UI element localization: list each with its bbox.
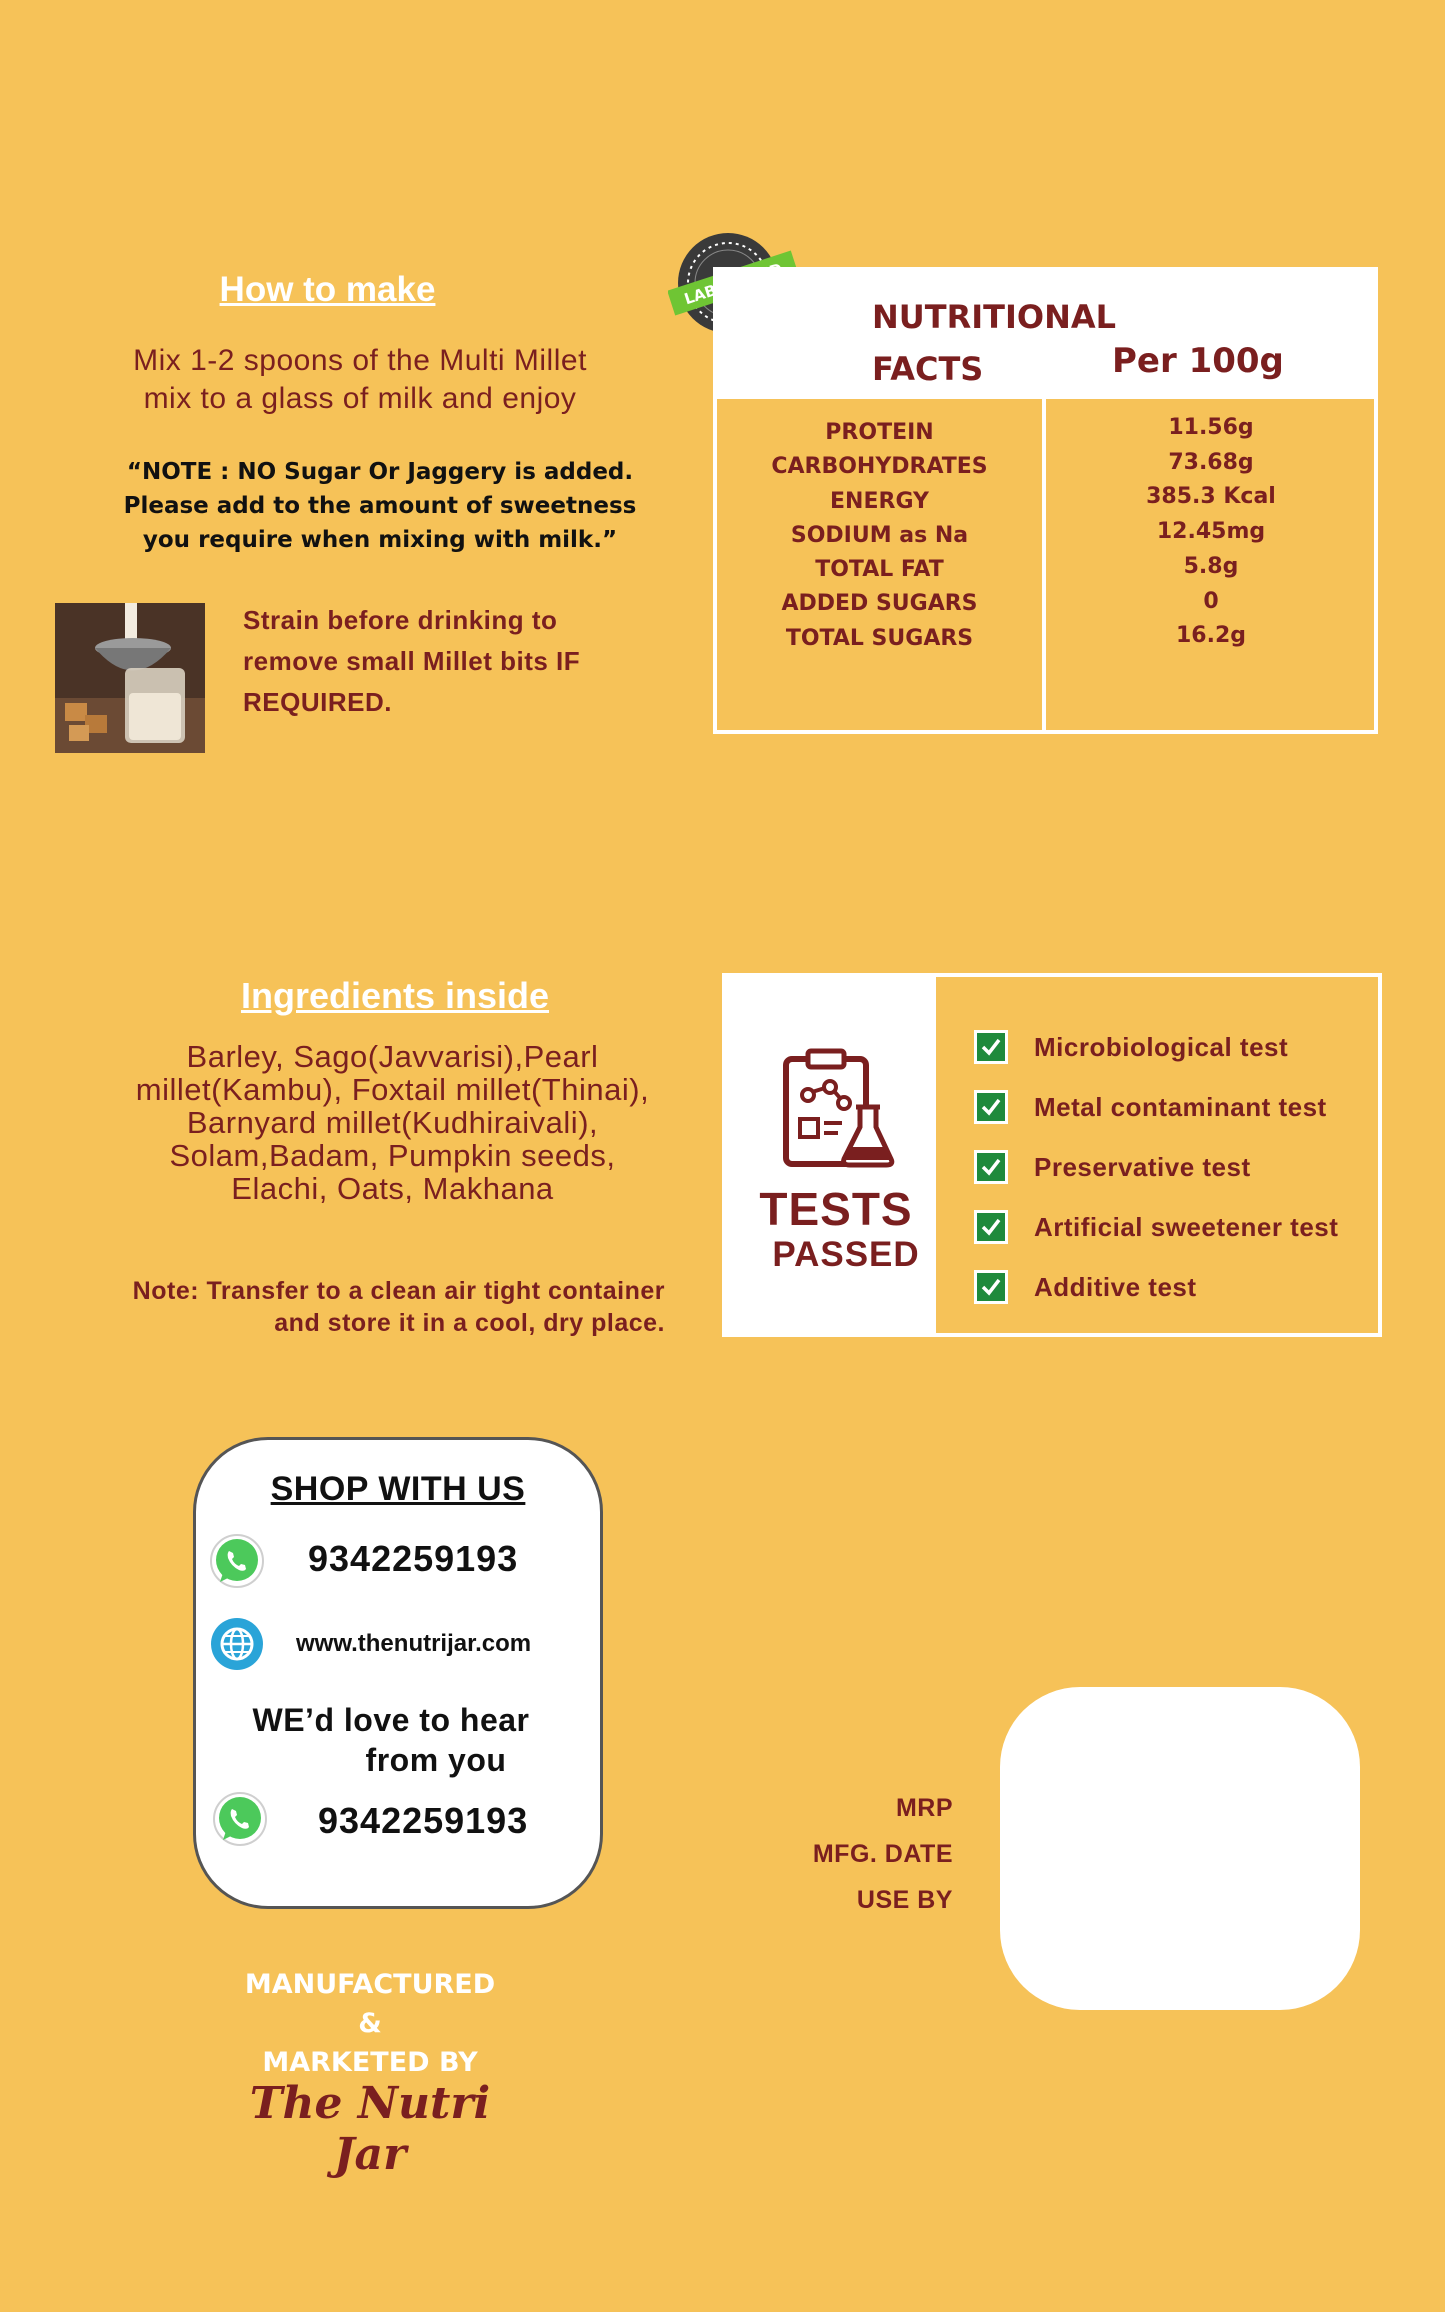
ingredient-line: Solam,Badam, Pumpkin seeds, (169, 1138, 616, 1173)
list-item (974, 1197, 1338, 1257)
test-label: Additive test (1034, 1271, 1197, 1302)
note-line: you require when mixing with milk.” (142, 527, 618, 553)
instruction-line: Mix 1-2 spoons of the Multi Millet (133, 344, 587, 377)
instruction-line: mix to a glass of milk and enjoy (143, 382, 577, 415)
test-list (974, 1017, 1338, 1317)
checkbox-checked-icon (974, 1210, 1008, 1244)
ingredient-line: Elachi, Oats, Makhana (231, 1171, 554, 1206)
nutrient-value: 16.2g (1175, 623, 1247, 649)
strain-line: REQUIRED. (243, 687, 392, 717)
feedback-line: WE’d love to hear (252, 1702, 530, 1738)
badge-text: LAB (682, 281, 719, 309)
how-to-make-instructions (70, 342, 650, 418)
note-line: Please add to the amount of sweetness (123, 493, 637, 519)
storage-line: Note: Transfer to a clean air tight container (132, 1277, 665, 1305)
tests-word: TESTS (759, 1183, 913, 1235)
nutrient-name: TOTAL SUGARS (785, 625, 974, 651)
tests-passed-label-area (726, 977, 936, 1333)
whatsapp-icon (211, 1790, 269, 1848)
nutrient-value: 385.3 Kcal (1146, 484, 1276, 510)
list-item (974, 1137, 1338, 1197)
strain-line: Strain before drinking to (243, 605, 558, 635)
phone-number[interactable]: 9342259193 (318, 1800, 529, 1841)
price-date-blank-box (1000, 1687, 1360, 2010)
nutrient-name: SODIUM as Na (790, 522, 969, 548)
manufacturer-line: MARKETED BY (262, 2047, 478, 2078)
nutrition-title-line: NUTRITIONAL (872, 298, 1117, 336)
checkbox-checked-icon (974, 1090, 1008, 1124)
ingredients-title: Ingredients inside (240, 975, 550, 1016)
ingredient-line: Barnyard millet(Kudhiraivali), (186, 1105, 599, 1140)
nutrient-value: 12.45mg (1156, 519, 1266, 545)
ingredient-line: millet(Kambu), Foxtail millet(Thinai), (135, 1072, 650, 1107)
list-item (974, 1017, 1338, 1077)
test-label: Artificial sweetener test (1034, 1211, 1339, 1242)
feedback-text (226, 1700, 556, 1780)
sugar-note (110, 455, 650, 557)
shop-with-us-card (193, 1437, 603, 1909)
nutrition-title-line: FACTS (872, 350, 984, 388)
checkbox-checked-icon (974, 1150, 1008, 1184)
test-label: Metal contaminant test (1034, 1091, 1327, 1122)
mfg-date-label: MFG. DATE (812, 1840, 953, 1868)
per-100g-label: Per 100g (1112, 341, 1284, 381)
nutrient-value: 73.68g (1168, 449, 1254, 475)
milk-strainer-image (55, 603, 205, 753)
website-link[interactable]: www.thenutrijar.com (296, 1630, 532, 1657)
manufacturer-line: MANUFACTURED (244, 1969, 496, 2000)
brand-logo: The Nutri Jar (249, 2078, 491, 2180)
checkbox-checked-icon (974, 1270, 1008, 1304)
note-line: “NOTE : NO Sugar Or Jaggery is added. (126, 459, 634, 485)
nutrition-header (717, 271, 1374, 399)
shop-title: SHOP WITH US (270, 1470, 526, 1508)
ingredients-list (80, 1040, 705, 1205)
tests-passed-panel (722, 973, 1382, 1337)
storage-note (60, 1275, 665, 1339)
storage-line: and store it in a cool, dry place. (274, 1309, 665, 1337)
checkbox-checked-icon (974, 1030, 1008, 1064)
passed-word: PASSED (772, 1235, 920, 1274)
nutrient-name: ADDED SUGARS (781, 591, 978, 617)
manufacturer-line: & (358, 2008, 382, 2039)
nutrient-value: 5.8g (1183, 553, 1239, 579)
nutrition-facts-table (713, 267, 1378, 734)
nutrient-names (717, 416, 1042, 656)
globe-icon (208, 1615, 266, 1673)
how-to-make-title: How to make (219, 270, 436, 309)
list-item (974, 1257, 1338, 1317)
nutrient-name: TOTAL FAT (815, 557, 944, 583)
list-item (974, 1077, 1338, 1137)
clipboard-flask-icon (778, 1047, 898, 1172)
phone-number[interactable]: 9342259193 (308, 1538, 519, 1579)
use-by-label: USE BY (856, 1886, 953, 1914)
whatsapp-icon (208, 1532, 266, 1590)
nutrient-values (1046, 411, 1376, 654)
nutrient-name: PROTEIN (825, 420, 934, 445)
test-label: Preservative test (1034, 1151, 1251, 1182)
price-date-labels (760, 1785, 953, 1923)
strain-instruction (243, 600, 643, 723)
nutrition-title (872, 291, 1132, 395)
manufacturer-block (235, 1965, 505, 2082)
feedback-line: from you (365, 1742, 507, 1778)
test-label: Microbiological test (1034, 1031, 1289, 1062)
nutrient-name: CARBOHYDRATES (771, 454, 988, 480)
strain-line: remove small Millet bits IF (243, 646, 581, 676)
ingredient-line: Barley, Sago(Javvarisi),Pearl (186, 1039, 599, 1074)
nutrient-name: ENERGY (830, 488, 929, 514)
mrp-label: MRP (895, 1794, 953, 1822)
nutrient-value: 11.56g (1168, 415, 1254, 440)
nutrient-value: 0 (1203, 588, 1219, 614)
